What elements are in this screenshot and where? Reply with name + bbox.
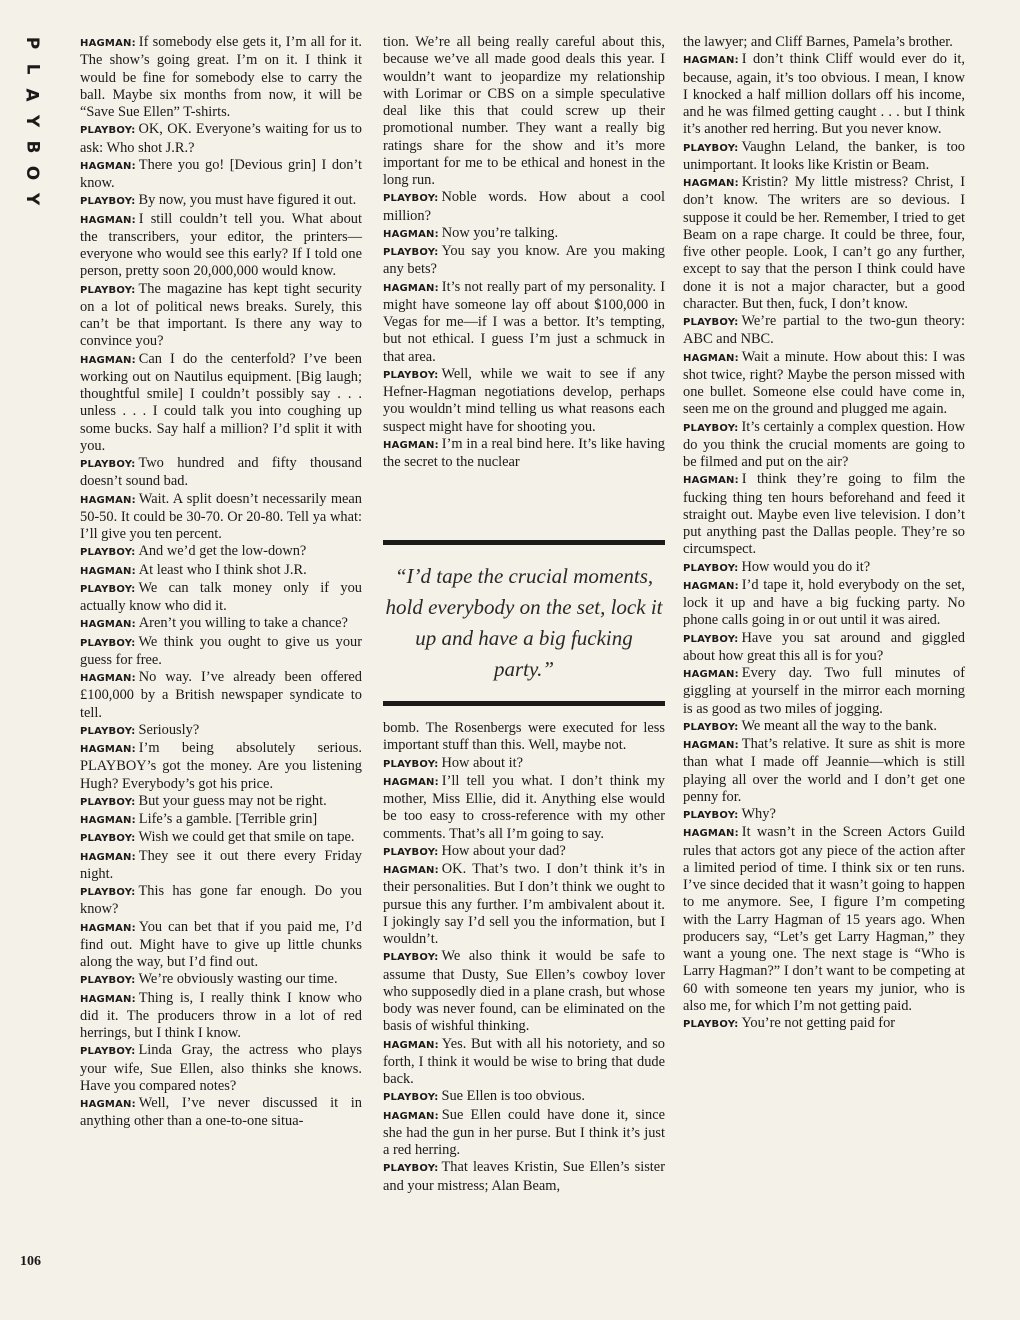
paragraph-text: Have you sat around and giggled about how great this all is for you? [683, 629, 965, 664]
text-column-2-top [383, 34, 665, 471]
speaker-label: PLAYBOY: [683, 1019, 739, 1030]
interview-paragraph [80, 883, 362, 919]
text-column-3 [683, 34, 965, 1033]
paragraph-text: Vaughn Leland, the banker, is too unimportant. It looks like Kristin or Beam. [683, 138, 965, 173]
interview-paragraph [383, 279, 665, 366]
paragraph-text: The magazine has kept tight security on a lot of political news breaks. Surely, this can’t be that important. Is there any way to convince you? [80, 280, 362, 350]
interview-paragraph [383, 243, 665, 279]
interview-paragraph [80, 740, 362, 793]
interview-paragraph [80, 562, 362, 580]
interview-paragraph [383, 948, 665, 1035]
interview-paragraph [683, 824, 965, 1015]
paragraph-text: How about it? [441, 754, 523, 771]
paragraph-text: Every day. Two full minutes of giggling at yourself in the mirror each morning is as good as two miles of jogging. [683, 665, 965, 717]
sidebar-letter: A [21, 88, 42, 102]
speaker-label: PLAYBOY: [383, 758, 439, 770]
interview-paragraph [80, 634, 362, 670]
interview-paragraph [383, 225, 665, 243]
speaker-label: PLAYBOY: [80, 1046, 136, 1058]
interview-paragraph [383, 189, 665, 225]
paragraph-text: I don’t think Cliff would ever do it, because, again, it’s too obvious. I mean, I know I knocked a half million dollars off his income, and he was filmed getting caught . . . but I think it’s another red herring. But you never know. [683, 51, 965, 138]
speaker-label: PLAYBOY: [683, 633, 739, 645]
paragraph-text: I think they’re going to film the fucking thing ten hours beforehand and feed it straight out. Maybe even live television. I don’t put anything past the Dallas people. They’re so circumspect. [683, 471, 965, 558]
paragraph-text: I’m being absolutely serious. PLAYBOY’s got the money. Are you listening Hugh? Everybody’s got his price. [80, 740, 362, 792]
text-column-2-bottom [383, 720, 665, 1195]
paragraph-text: We’re obviously wasting our time. [138, 971, 338, 988]
interview-paragraph [80, 793, 362, 811]
speaker-label: PLAYBOY: [383, 1092, 439, 1104]
paragraph-text: Wish we could get that smile on tape. [138, 829, 355, 846]
speaker-label: PLAYBOY: [80, 459, 136, 470]
speaker-label: HAGMAN: [383, 228, 439, 240]
interview-paragraph [383, 773, 665, 843]
interview-paragraph [80, 971, 362, 989]
interview-paragraph [683, 630, 965, 666]
pull-quote [383, 540, 665, 706]
paragraph-text: the lawyer; and Cliff Barnes, Pamela’s brother. [683, 34, 953, 50]
speaker-label: HAGMAN: [80, 1099, 136, 1110]
speaker-label: PLAYBOY: [80, 637, 136, 649]
paragraph-text: tion. We’re all being really careful about this, because we’ve all made good deals this year. I wouldn’t want to jeopardize my relationship with Lorimar or CBS on a simple speculative deal like this that could screw up their promotional number. They want a really big ratings share for the show and it’s more important for me to be ethical and honest in the long run. [383, 34, 665, 188]
text-column-1 [80, 34, 362, 1131]
paragraph-text: How would you do it? [741, 558, 871, 575]
speaker-label: HAGMAN: [80, 993, 136, 1005]
interview-paragraph [80, 580, 362, 616]
paragraph-text: We meant all the way to the bank. [741, 717, 937, 734]
paragraph-text: Well, I’ve never discussed it in anything other than a one-to-one situa- [80, 1095, 362, 1130]
speaker-label: HAGMAN: [80, 619, 136, 631]
paragraph-text: Wait a minute. How about this: I was shot twice, right? Maybe the person missed with one bullet. Someone else could have come in, seen me on the ground and plugged me again. [683, 348, 965, 418]
paragraph-text: By now, you must have figured it out. [138, 192, 357, 209]
paragraph-text: We think you ought to give us your guess for free. [80, 633, 362, 668]
paragraph-text: At least who I think shot J.R. [138, 561, 307, 578]
interview-paragraph [80, 281, 362, 351]
speaker-label: PLAYBOY: [383, 952, 439, 964]
interview-paragraph [80, 722, 362, 740]
interview-paragraph [80, 615, 362, 633]
speaker-label: HAGMAN: [683, 740, 739, 751]
paragraph-text: If somebody else gets it, I’m all for it. The show’s going great. I’m on it. I think it would be fine for somebody else to carry the ball. Maybe six months from now, it will be “Save Sue Ellen” T-shirts. [80, 34, 362, 120]
speaker-label: HAGMAN: [80, 38, 136, 49]
speaker-label: HAGMAN: [383, 282, 439, 294]
paragraph-text: Aren’t you willing to take a chance? [138, 615, 348, 632]
paragraph-text: No way. I’ve already been offered £100,000 by a British newspaper syndicate to tell. [80, 669, 362, 721]
speaker-label: HAGMAN: [383, 776, 439, 788]
interview-paragraph [683, 313, 965, 349]
speaker-label: HAGMAN: [383, 865, 439, 876]
paragraph-text: Seriously? [138, 721, 200, 738]
interview-paragraph [383, 366, 665, 436]
paragraph-text: I’ll tell you what. I don’t think my mother, Miss Ellie, did it. Anything else would be too easy to cross-reference with my other comments. That’s all I’m going to say. [383, 772, 665, 842]
interview-paragraph [383, 755, 665, 773]
speaker-label: HAGMAN: [683, 178, 739, 189]
interview-paragraph [80, 455, 362, 491]
speaker-label: HAGMAN: [80, 922, 136, 934]
interview-paragraph [80, 351, 362, 456]
sidebar-letter: P [22, 36, 42, 50]
paragraph-text: They see it out there every Friday night. [80, 847, 362, 882]
speaker-label: PLAYBOY: [80, 547, 136, 559]
speaker-label: PLAYBOY: [80, 583, 136, 595]
interview-paragraph [383, 843, 665, 861]
speaker-label: HAGMAN: [80, 673, 136, 684]
interview-paragraph [80, 211, 362, 281]
speaker-label: HAGMAN: [683, 475, 739, 487]
sidebar-letter: O [21, 165, 42, 181]
interview-paragraph [80, 121, 362, 157]
paragraph-text: You can bet that if you paid me, I’d find out. Might have to give up little chunks along the way, but I’d find out. [80, 918, 362, 970]
speaker-label: PLAYBOY: [383, 247, 439, 258]
speaker-label: HAGMAN: [683, 352, 739, 364]
paragraph-text: Wait. A split doesn’t necessarily mean 50-50. It could be 30-70. Or 20-80. Tell ya what: I’ll give you ten percent. [80, 490, 362, 542]
paragraph-text: OK. That’s two. I don’t think it’s in their personalities. But I don’t think we ought to pursue this any further. I’m ambivalent about it. I jokingly say I’d sell you the information, but I wouldn’t. [383, 861, 665, 947]
speaker-label: HAGMAN: [683, 55, 739, 67]
interview-paragraph [683, 51, 965, 138]
interview-paragraph [80, 669, 362, 722]
paragraph-text: Life’s a gamble. [Terrible grin] [138, 811, 318, 827]
interview-paragraph [80, 1042, 362, 1095]
interview-paragraph [683, 718, 965, 736]
paragraph-text: And we’d get the low-down? [138, 543, 307, 560]
interview-paragraph [80, 811, 362, 829]
interview-paragraph [683, 349, 965, 419]
interview-paragraph [683, 577, 965, 630]
paragraph-text: Two hundred and fifty thousand doesn’t sound bad. [80, 455, 362, 490]
paragraph-text: Well, while we wait to see if any Hefner-Hagman negotiations develop, perhaps you wouldn’t mind telling us what reasons each suspect might have for shooting you. [383, 365, 665, 435]
speaker-label: HAGMAN: [80, 744, 136, 755]
speaker-label: HAGMAN: [80, 354, 136, 366]
interview-paragraph [80, 157, 362, 193]
interview-paragraph [683, 806, 965, 824]
speaker-label: HAGMAN: [683, 580, 739, 592]
interview-paragraph [683, 471, 965, 558]
paragraph-text: bomb. The Rosenbergs were executed for less important stuff than this. Well, maybe not. [383, 720, 665, 754]
interview-paragraph [683, 559, 965, 577]
paragraph-text: Sue Ellen is too obvious. [441, 1088, 585, 1105]
paragraph-text: I still couldn’t tell you. What about the transcribers, your editor, the printers—everyone who would see this early? If I told one person, pretty soon 20,000,000 would know. [80, 210, 362, 280]
paragraph-text: I’m in a real bind here. It’s like having the secret to the nuclear [383, 435, 665, 470]
interview-paragraph [80, 848, 362, 884]
speaker-label: PLAYBOY: [383, 193, 439, 205]
paragraph-text: That’s relative. It sure as shit is more than what I made off Jeannie—which is still playing all over the world and I don’t get one penny for. [683, 736, 965, 805]
sidebar-letter: B [22, 140, 42, 154]
paragraph-text: It’s certainly a complex question. How do you think the crucial moments are going to be filmed and put on the air? [683, 418, 965, 470]
speaker-label: PLAYBOY: [683, 317, 739, 328]
paragraph-text: Why? [741, 806, 776, 822]
paragraph-text: Now you’re talking. [441, 224, 559, 241]
paragraph-text: It wasn’t in the Screen Actors Guild rules that actors got any piece of the action after a limited period of time. I think six or ten runs. I’ve since decided that it wasn’t going to happen to me anymore. See, I figure I’m competing with the Larry Hagman of 15 years ago. When producers say, “Let’s get Larry Hagman,” they want a young one. The next stage is “Who is Larry Hagman?” I don’t want to be competing at 60 with someone ten years my junior, who is also me, for which I’m not getting paid. [683, 824, 965, 1014]
interview-paragraph [80, 192, 362, 210]
speaker-label: HAGMAN: [383, 1039, 439, 1051]
interview-paragraph [80, 491, 362, 544]
sidebar-letter: Y [22, 114, 42, 128]
speaker-label: PLAYBOY: [383, 846, 439, 858]
interview-paragraph [80, 829, 362, 847]
interview-paragraph [383, 1088, 665, 1106]
interview-paragraph [383, 720, 665, 755]
interview-paragraph [383, 1036, 665, 1089]
pull-quote-rule-bottom [383, 701, 665, 706]
speaker-label: PLAYBOY: [80, 796, 136, 808]
speaker-label: PLAYBOY: [383, 1163, 439, 1175]
speaker-label: HAGMAN: [80, 565, 136, 577]
paragraph-text: But your guess may not be right. [138, 792, 327, 809]
speaker-label: HAGMAN: [80, 851, 136, 863]
interview-paragraph [383, 1159, 665, 1195]
paragraph-text: We also think it would be safe to assume that Dusty, Sue Ellen’s cowboy lover who supposedly died in a plane crash, but whose body was never found, can be eliminated on the basis of wishful thinking. [383, 948, 665, 1035]
paragraph-text: You’re not getting paid for [741, 1015, 896, 1031]
paragraph-text: We’re partial to the two-gun theory: ABC and NBC. [683, 313, 965, 348]
interview-paragraph [383, 436, 665, 472]
paragraph-text: Kristin? My little mistress? Christ, I don’t know. The writers are so devious. I suppose it could be her. Remember, I tried to get Beam on a rape charge. It could be three, four, five other people. Look, I can’t go any further, except to say that the person I think could have done it is not a major character, but a good character. But then, fuck, I don’t know. [683, 174, 965, 312]
magazine-sidebar-logo [16, 30, 48, 212]
interview-paragraph [683, 665, 965, 718]
interview-paragraph [683, 139, 965, 175]
paragraph-text: OK, OK. Everyone’s waiting for us to ask: Who shot J.R.? [80, 121, 362, 156]
paragraph-text: You say you know. Are you making any bets? [383, 243, 665, 278]
paragraph-text: How about your dad? [441, 842, 566, 859]
speaker-label: HAGMAN: [80, 494, 136, 506]
paragraph-text: I’d tape it, hold everybody on the set, lock it up and have a big fucking party. No phone calls going in or out until it was aired. [683, 576, 965, 629]
speaker-label: PLAYBOY: [80, 975, 136, 987]
paragraph-text: Sue Ellen could have done it, since she had the gun in her purse. But I think it’s just a red herring. [383, 1106, 665, 1158]
paragraph-text: Linda Gray, the actress who plays your wife, Sue Ellen, also thinks she knows. Have you compared notes? [80, 1042, 362, 1094]
interview-paragraph [683, 174, 965, 313]
interview-paragraph [683, 736, 965, 806]
speaker-label: PLAYBOY: [80, 833, 136, 845]
interview-paragraph [383, 1107, 665, 1160]
speaker-label: HAGMAN: [80, 214, 136, 226]
speaker-label: PLAYBOY: [683, 422, 739, 434]
speaker-label: PLAYBOY: [683, 810, 739, 821]
speaker-label: PLAYBOY: [683, 562, 739, 574]
speaker-label: PLAYBOY: [80, 196, 136, 208]
speaker-label: HAGMAN: [383, 1110, 439, 1122]
speaker-label: HAGMAN: [80, 160, 136, 172]
interview-paragraph [383, 861, 665, 948]
speaker-label: PLAYBOY: [683, 142, 739, 154]
interview-paragraph [80, 1095, 362, 1131]
speaker-label: PLAYBOY: [80, 125, 136, 137]
interview-paragraph [80, 919, 362, 972]
paragraph-text: It’s not really part of my personality. I might have someone lay off about $100,000 in Vegas for me—if I was a bettor. It’s tempting, but not ethical. I guess I’m just a schmuck in that area. [383, 278, 665, 365]
speaker-label: HAGMAN: [683, 828, 739, 840]
speaker-label: PLAYBOY: [80, 887, 136, 898]
paragraph-text: That leaves Kristin, Sue Ellen’s sister and your mistress; Alan Beam, [383, 1159, 665, 1194]
interview-paragraph [683, 1015, 965, 1033]
paragraph-text: This has gone far enough. Do you know? [80, 883, 362, 918]
paragraph-text: Can I do the centerfold? I’ve been working out on Nautilus equipment. [Big laugh; thoughtful smile] I couldn’t possibly say . . . unless . . . I could talk you into coughing up some bucks. Say half a million? I’d split it with you. [80, 350, 362, 454]
speaker-label: HAGMAN: [683, 669, 739, 680]
interview-paragraph [80, 543, 362, 561]
page-number: 106 [20, 1254, 41, 1269]
interview-paragraph [683, 419, 965, 472]
speaker-label: PLAYBOY: [683, 721, 739, 733]
speaker-label: HAGMAN: [383, 439, 439, 451]
paragraph-text: Thing is, I really think I know who did it. The producers throw in a lot of red herrings, but I think I know. [80, 989, 362, 1041]
speaker-label: HAGMAN: [80, 815, 136, 826]
interview-paragraph [80, 990, 362, 1043]
pull-quote-text: “I’d tape the crucial moments, hold everybody on the set, lock it up and have a big fucking party.” [385, 564, 663, 681]
paragraph-text: We can talk money only if you actually know who did it. [80, 579, 362, 614]
speaker-label: PLAYBOY: [80, 725, 136, 737]
speaker-label: PLAYBOY: [383, 369, 439, 381]
paragraph-text: Yes. But with all his notoriety, and so forth, I think it would be wise to bring that dude back. [383, 1035, 665, 1087]
pull-quote-rule-top [383, 540, 665, 545]
paragraph-text: There you go! [Devious grin] I don’t know. [80, 156, 362, 191]
interview-paragraph [683, 34, 965, 51]
interview-paragraph [80, 34, 362, 121]
paragraph-text: Noble words. How about a cool million? [383, 189, 665, 224]
speaker-label: PLAYBOY: [80, 284, 136, 296]
sidebar-letter: Y [22, 192, 42, 206]
sidebar-letter: L [22, 63, 42, 75]
interview-paragraph [383, 34, 665, 189]
